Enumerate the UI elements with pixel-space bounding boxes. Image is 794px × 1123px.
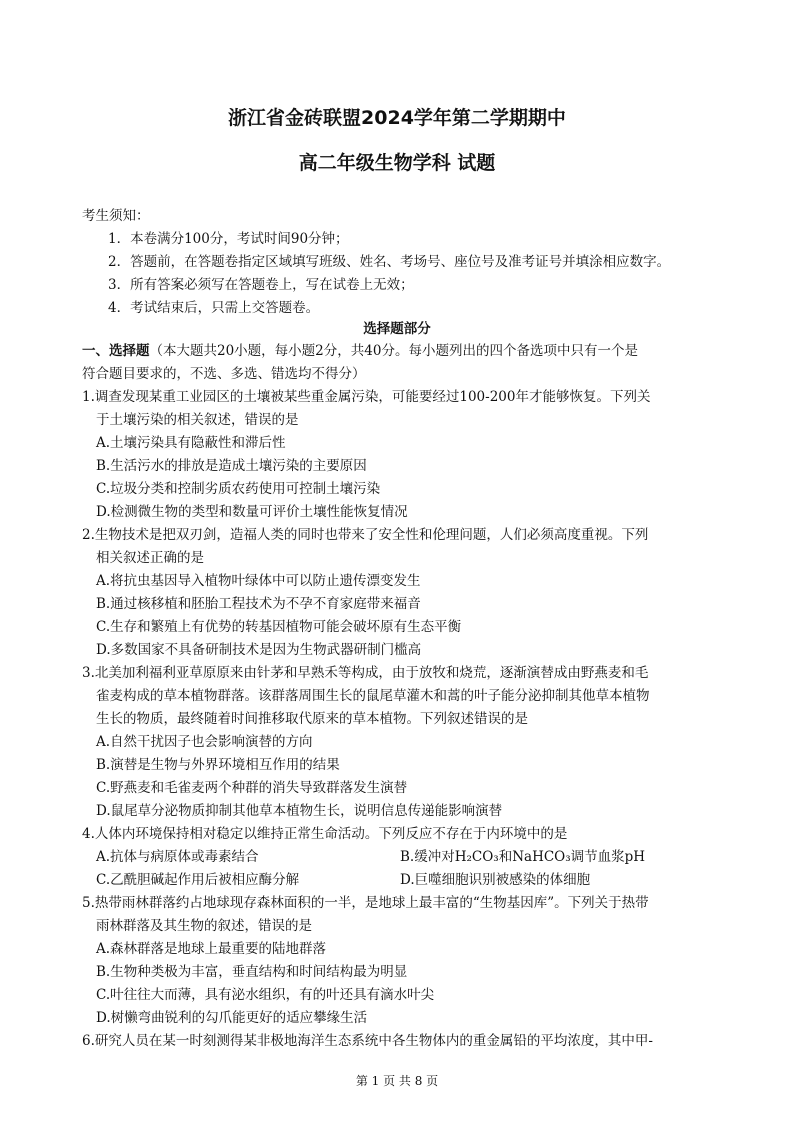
question-stem: 4.人体内环境保持相对稳定以维持正常生命活动。下列反应不存在于内环境中的是 bbox=[82, 826, 568, 842]
notice-item: 1．本卷满分100分，考试时间90分钟； bbox=[108, 231, 349, 247]
option-d: D.多数国家不具备研制技术是因为生物武器研制门槛高 bbox=[96, 642, 422, 658]
question-stem: 雀麦构成的草本植物群落。该群落周围生长的鼠尾草灌木和蒿的叶子能分泌抑制其他草本植物 bbox=[96, 688, 650, 704]
question-stem: 于土壤污染的相关叙述，错误的是 bbox=[96, 412, 299, 428]
option-d: D.检测微生物的类型和数量可评价土壤性能恢复情况 bbox=[96, 504, 408, 520]
question-stem: 6.研究人员在某一时刻测得某非极地海洋生态系统中各生物体内的重金属铅的平均浓度，其中甲- bbox=[82, 1033, 653, 1049]
question-stem: 3.北美加利福利亚草原原来由针茅和早熟禾等构成，由于放牧和烧荒，逐渐演替成由野燕麦和毛 bbox=[82, 665, 649, 681]
page-footer: 第 1 页 共 8 页 bbox=[355, 1074, 439, 1088]
section-heading bbox=[82, 341, 638, 361]
option-b: B.缓冲对H₂CO₃和NaHCO₃调节血浆pH bbox=[400, 849, 646, 865]
option-c: C.生存和繁殖上有优势的转基因植物可能会破坏原有生态平衡 bbox=[96, 619, 462, 635]
notice-heading: 考生须知： bbox=[82, 208, 150, 224]
section-title: 选择题部分 bbox=[363, 321, 431, 337]
option-d: D.树懒弯曲锐利的勾爪能更好的适应攀缘生活 bbox=[96, 1010, 368, 1026]
option-b: B.生物种类极为丰富，垂直结构和时间结构最为明显 bbox=[96, 964, 408, 980]
section-heading-label: 一、选择题 bbox=[82, 343, 150, 359]
section-heading-line2: 符合题目要求的，不选、多选、错选均不得分） bbox=[82, 366, 366, 382]
option-c: C.野燕麦和毛雀麦两个种群的消失导致群落发生演替 bbox=[96, 780, 408, 796]
notice-item: 2．答题前，在答题卷指定区域填写班级、姓名、考场号、座位号及准考证号并填涂相应数字。 bbox=[108, 254, 671, 270]
option-a: A.抗体与病原体或毒素结合 bbox=[96, 849, 259, 865]
question-stem: 1.调查发现某重工业园区的土壤被某些重金属污染，可能要经过100-200年才能够恢复。下列关 bbox=[82, 389, 651, 405]
option-b: B.演替是生物与外界环境相互作用的结果 bbox=[96, 757, 340, 773]
notice-item: 3．所有答案必须写在答题卷上，写在试卷上无效； bbox=[108, 277, 414, 293]
option-b: B.生活污水的排放是造成土壤污染的主要原因 bbox=[96, 458, 367, 474]
option-a: A.森林群落是地球上最重要的陆地群落 bbox=[96, 941, 327, 957]
option-a: A.将抗虫基因导入植物叶绿体中可以防止遗传漂变发生 bbox=[96, 573, 421, 589]
exam-title: 浙江省金砖联盟2024学年第二学期期中 bbox=[228, 107, 566, 129]
option-b: B.通过核移植和胚胎工程技术为不孕不育家庭带来福音 bbox=[96, 596, 421, 612]
option-a: A.自然干扰因子也会影响演替的方向 bbox=[96, 734, 313, 750]
option-c: C.垃圾分类和控制劣质农药使用可控制土壤污染 bbox=[96, 481, 381, 497]
exam-subtitle: 高二年级生物学科 试题 bbox=[298, 152, 496, 174]
question-stem: 生长的物质，最终随着时间推移取代原来的草本植物。下列叙述错误的是 bbox=[96, 711, 528, 727]
option-a: A.土壤污染具有隐蔽性和滞后性 bbox=[96, 435, 286, 451]
notice-item: 4．考试结束后，只需上交答题卷。 bbox=[108, 300, 320, 316]
option-c: C.叶往往大而薄，具有泌水组织，有的叶还具有滴水叶尖 bbox=[96, 987, 435, 1003]
section-heading-text: （本大题共20小题，每小题2分，共40分。每小题列出的四个备选项中只有一个是 bbox=[149, 343, 638, 359]
option-c: C.乙酰胆碱起作用后被相应酶分解 bbox=[96, 872, 300, 888]
question-stem: 5.热带雨林群落约占地球现存森林面积的一半，是地球上最丰富的“生物基因库”。下列关于热带 bbox=[82, 895, 649, 911]
question-stem: 雨林群落及其生物的叙述，错误的是 bbox=[96, 918, 312, 934]
question-stem: 2.生物技术是把双刃剑，造福人类的同时也带来了安全性和伦理问题，人们必须高度重视。下列 bbox=[82, 527, 649, 543]
question-stem: 相关叙述正确的是 bbox=[96, 550, 204, 566]
option-d: D.巨噬细胞识别被感染的体细胞 bbox=[400, 872, 591, 888]
option-d: D.鼠尾草分泌物质抑制其他草本植物生长，说明信息传递能影响演替 bbox=[96, 803, 503, 819]
